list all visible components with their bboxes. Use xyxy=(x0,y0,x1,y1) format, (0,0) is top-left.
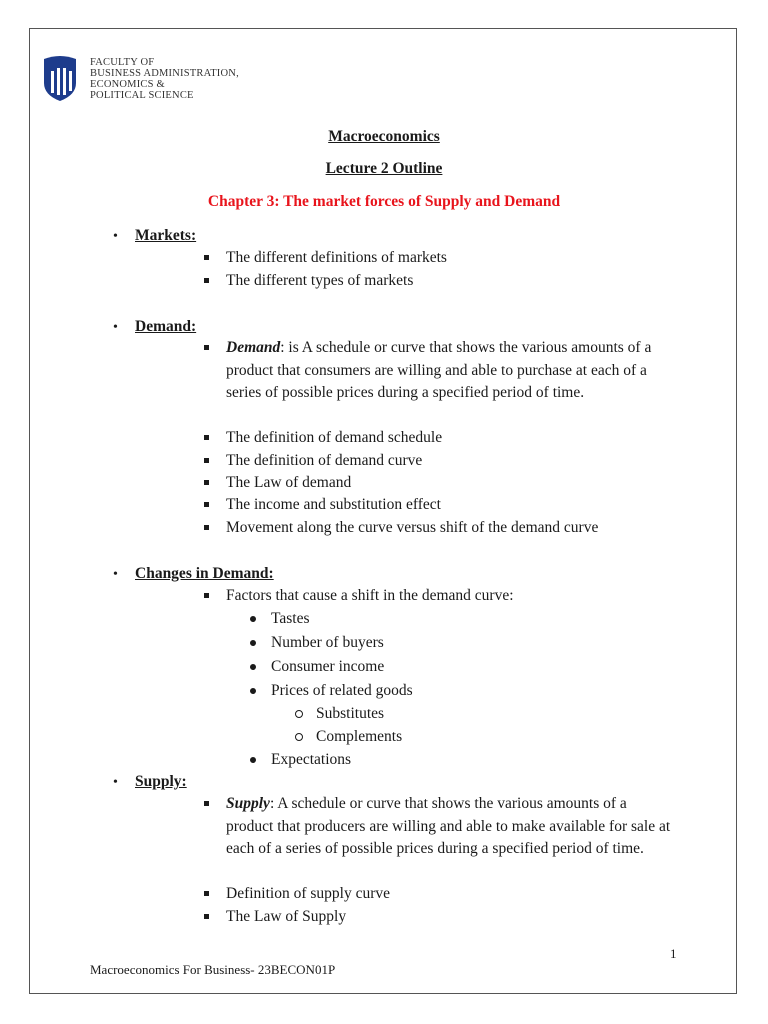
list-item: The definition of demand curve xyxy=(204,450,674,473)
faculty-line: POLITICAL SCIENCE xyxy=(90,90,194,101)
bullet-icon: • xyxy=(113,320,118,335)
page-number: 1 xyxy=(670,946,677,961)
factor-item: Prices of related goods xyxy=(250,680,413,702)
related-good-item: Substitutes xyxy=(295,703,384,725)
lecture-title: Lecture 2 Outline xyxy=(325,160,443,177)
factor-item: Tastes xyxy=(250,608,310,630)
faculty-line: ECONOMICS & xyxy=(90,79,165,90)
square-bullet-icon xyxy=(204,801,209,806)
course-title: Macroeconomics xyxy=(328,128,440,145)
chapter-title: Chapter 3: The market forces of Supply and Demand xyxy=(207,193,561,210)
square-bullet-icon xyxy=(204,914,209,919)
square-bullet-icon xyxy=(204,435,209,440)
section-heading: Supply: xyxy=(135,773,187,790)
dot-bullet-icon xyxy=(250,640,256,646)
square-bullet-icon xyxy=(204,345,209,350)
circle-bullet-icon xyxy=(295,733,303,741)
faculty-name xyxy=(90,57,239,101)
square-bullet-icon xyxy=(204,891,209,896)
section-heading: Changes in Demand: xyxy=(135,565,274,582)
square-bullet-icon xyxy=(204,525,209,530)
square-bullet-icon xyxy=(204,278,209,283)
list-item: Factors that cause a shift in the demand curve: xyxy=(204,585,674,608)
definition-text: : is A schedule or curve that shows the various amounts of a product that consumers are willing and able to purchase at each of a series of possible prices during a specified period of time. xyxy=(226,339,652,401)
list-item: The Law of Supply xyxy=(204,906,674,929)
square-bullet-icon xyxy=(204,458,209,463)
list-item: The Law of demand xyxy=(204,472,674,495)
list-item: The income and substitution effect xyxy=(204,494,674,517)
definition-term: Supply xyxy=(226,795,270,812)
dot-bullet-icon xyxy=(250,616,256,622)
factor-item: Number of buyers xyxy=(250,632,384,654)
supply-definition xyxy=(204,793,674,861)
square-bullet-icon xyxy=(204,502,209,507)
related-good-item: Complements xyxy=(295,726,402,748)
faculty-line: BUSINESS ADMINISTRATION, xyxy=(90,68,239,79)
definition-text: : A schedule or curve that shows the various amounts of a product that producers are willing and able to make available for sale at each of a series of possible prices during a specified period of time. xyxy=(226,795,671,857)
factor-item: Expectations xyxy=(250,749,351,771)
circle-bullet-icon xyxy=(295,710,303,718)
dot-bullet-icon xyxy=(250,688,256,694)
list-item: The different definitions of markets xyxy=(204,247,674,270)
bullet-icon: • xyxy=(113,567,118,582)
university-shield-icon xyxy=(42,55,78,101)
square-bullet-icon xyxy=(204,593,209,598)
factor-item: Consumer income xyxy=(250,656,384,678)
demand-definition xyxy=(204,337,674,405)
list-item: Movement along the curve versus shift of the demand curve xyxy=(204,517,674,540)
list-item: Definition of supply curve xyxy=(204,883,674,906)
dot-bullet-icon xyxy=(250,664,256,670)
list-item: The different types of markets xyxy=(204,270,674,293)
definition-term: Demand xyxy=(226,339,281,356)
dot-bullet-icon xyxy=(250,757,256,763)
square-bullet-icon xyxy=(204,480,209,485)
faculty-line: FACULTY OF xyxy=(90,57,155,68)
section-supply xyxy=(113,773,187,791)
section-markets xyxy=(113,227,196,245)
section-changes-in-demand xyxy=(113,565,274,583)
section-heading: Markets: xyxy=(135,227,197,244)
bullet-icon: • xyxy=(113,775,118,790)
list-item: The definition of demand schedule xyxy=(204,427,674,450)
square-bullet-icon xyxy=(204,255,209,260)
section-demand xyxy=(113,318,196,336)
footer-course-code: Macroeconomics For Business- 23BECON01P xyxy=(90,962,336,977)
section-heading: Demand: xyxy=(135,318,197,335)
bullet-icon: • xyxy=(113,229,118,244)
